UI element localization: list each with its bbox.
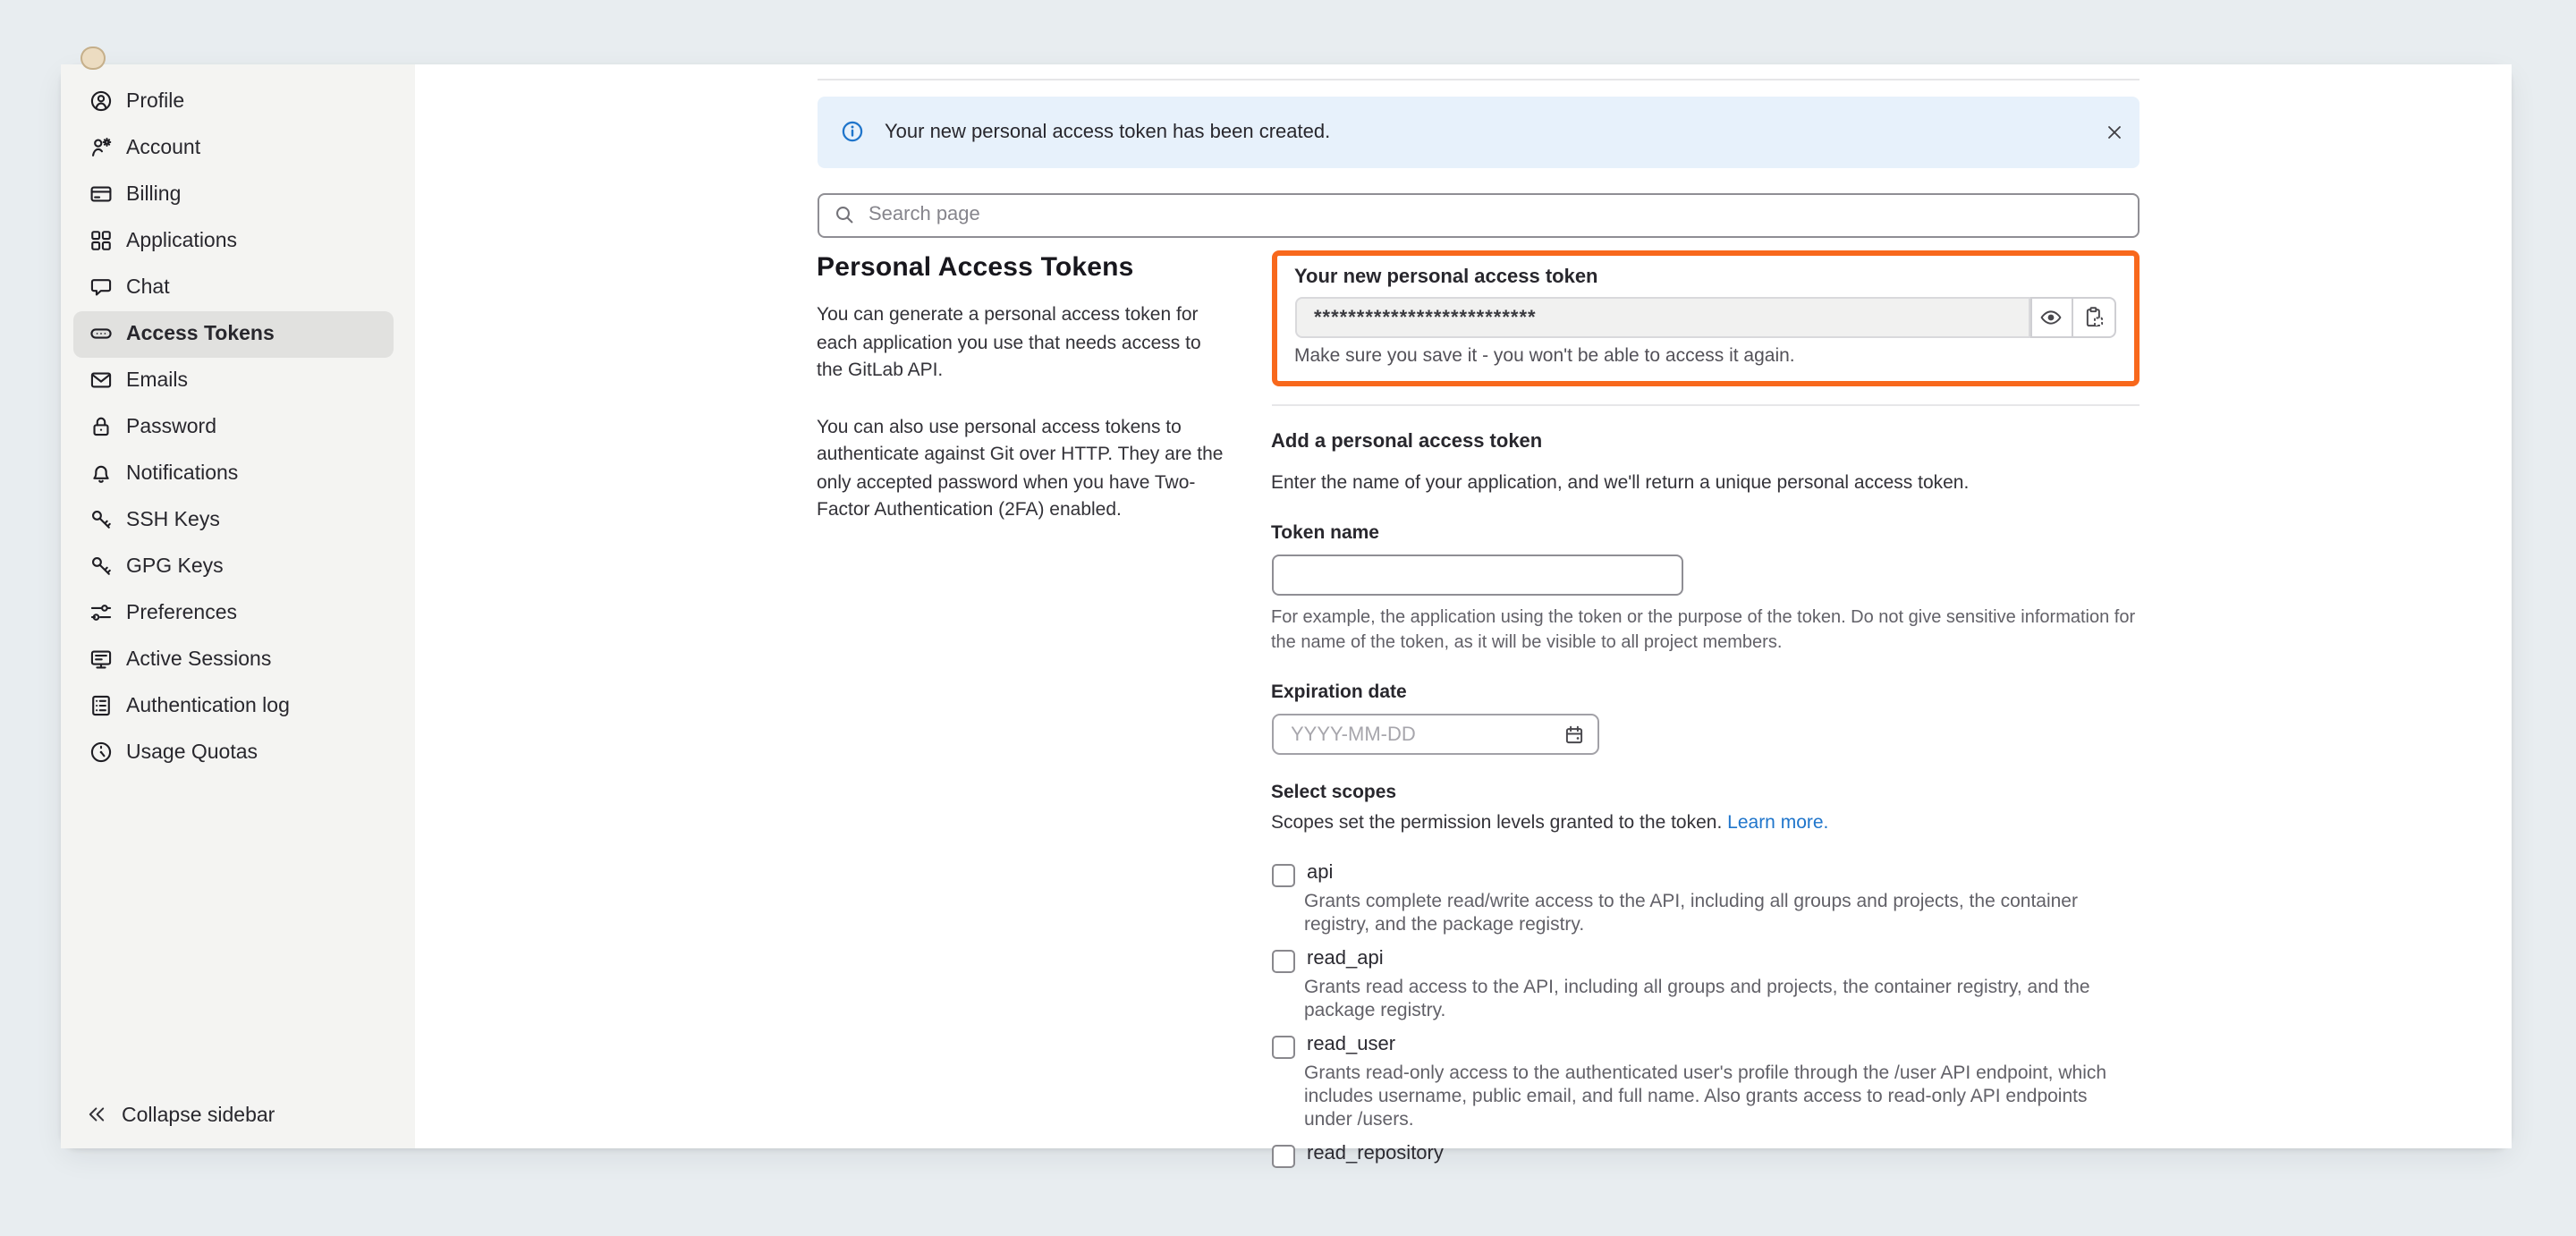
select-scopes-label: Select scopes [1271,782,1397,803]
form-column [1271,250,2139,1167]
close-icon [2103,121,2124,142]
key-icon [89,508,112,531]
scope-checkbox-read_api[interactable] [1271,949,1294,972]
sidebar-item-label: Access Tokens [126,323,275,344]
scope-item-read_api [1271,947,2139,1023]
expiration-date-field [1271,714,1598,755]
top-divider [817,78,2139,80]
scope-description: Grants complete read/write access to the API, including all groups and projects, the container registry, and the package registry. [1304,891,2078,935]
expiration-date-label: Expiration date [1271,681,1407,703]
profile-icon [89,89,112,113]
sidebar-item-billing[interactable] [72,171,394,217]
settings-card [61,63,2511,1164]
sidebar-item-profile[interactable] [72,78,394,124]
search-icon [833,205,854,226]
scope-item-read_repository [1271,1142,2139,1167]
token-created-alert [817,96,2139,167]
sidebar-item-usage-quotas[interactable] [72,729,394,775]
expiration-date-input[interactable] [1287,722,1563,747]
sidebar-item-label: Emails [126,369,189,391]
token-name-input[interactable] [1271,555,1682,596]
sidebar-item-ssh-keys[interactable] [72,496,394,543]
sidebar-item-emails[interactable] [72,357,394,403]
monitor-icon [89,648,112,671]
key-icon [89,555,112,578]
bell-icon [89,461,112,485]
sidebar-item-label: Profile [126,90,185,112]
sidebar-item-chat[interactable] [72,264,394,310]
scope-name[interactable]: read_user [1307,1033,1396,1054]
new-token-box [1271,250,2139,386]
sidebar-item-authentication-log[interactable] [72,682,394,729]
grid-icon [89,229,112,252]
sidebar-item-label: GPG Keys [126,555,224,577]
main-content [414,63,2511,1164]
intro-column [817,250,1230,1167]
scope-checkbox-api[interactable] [1271,863,1294,886]
info-icon [840,120,863,143]
gauge-icon [89,741,112,764]
new-token-value-field[interactable]: ************************** [1294,297,2029,338]
avatar [80,46,105,70]
sliders-icon [89,601,112,624]
scope-name[interactable]: read_repository [1307,1142,1444,1164]
sidebar-item-notifications[interactable] [72,450,394,496]
collapse-sidebar-label: Collapse sidebar [122,1105,275,1127]
sidebar-item-label: Notifications [126,462,239,484]
sidebar-nav [61,63,414,775]
alert-close-button[interactable] [2099,117,2128,146]
sidebar-item-applications[interactable] [72,217,394,264]
scopes-list [1271,861,2139,1167]
scope-item-api [1271,861,2139,937]
token-name-help: For example, the application using the token or the purpose of the token. Do not give sensitive information for the name of the token, as it will be visible to all project members. [1271,608,2136,652]
sidebar-item-label: Password [126,416,216,437]
scope-name[interactable]: api [1307,861,1334,883]
alert-message: Your new personal access token has been created. [885,121,1331,142]
scope-description: Grants read-only access to the authenticated user's profile through the /user API endpoint, which includes username, public email, and full name. Also grants access to read-only API endpoints under /users. [1304,1062,2107,1130]
account-gear-icon [89,136,112,159]
sidebar-item-label: Authentication log [126,695,290,716]
scope-checkbox-read_repository[interactable] [1271,1144,1294,1167]
sidebar-item-label: Billing [126,183,182,205]
scope-checkbox-read_user[interactable] [1271,1035,1294,1058]
copy-to-clipboard-icon [2082,306,2106,329]
sidebar-item-label: Usage Quotas [126,741,258,763]
token-name-label: Token name [1271,522,1379,544]
chat-bubble-icon [89,275,112,299]
log-icon [89,694,112,717]
envelope-icon [89,368,112,392]
calendar-icon[interactable] [1563,724,1584,745]
scopes-description [1271,812,2139,836]
copy-token-button[interactable] [2072,297,2115,338]
sidebar-item-password[interactable] [72,403,394,450]
reveal-token-button[interactable] [2029,297,2073,338]
lock-icon [89,415,112,438]
page-search [817,192,2139,238]
add-token-title: Add a personal access token [1271,431,1543,453]
settings-sidebar [61,63,416,1147]
scope-name[interactable]: read_api [1307,947,1384,969]
scopes-description-text: Scopes set the permission levels granted to the token. [1271,812,1723,834]
page-title: Personal Access Tokens [817,252,1134,283]
sidebar-item-label: SSH Keys [126,509,220,530]
sidebar-item-label: Chat [126,276,170,298]
sidebar-item-active-sessions[interactable] [72,636,394,682]
new-token-title: Your new personal access token [1294,267,1598,288]
sidebar-item-preferences[interactable] [72,589,394,636]
sidebar-item-label: Applications [126,230,238,251]
token-pill-icon [89,322,112,345]
scope-item-read_user [1271,1033,2139,1132]
sidebar-item-gpg-keys[interactable] [72,543,394,589]
scope-description: Grants read access to the API, including all groups and projects, the container registry, and the package registry. [1304,977,2090,1021]
new-token-help: Make sure you save it - you won't be able to access it again. [1294,345,1795,367]
double-chevron-left-icon [86,1103,107,1130]
eye-icon [2040,306,2063,329]
learn-more-link[interactable]: Learn more. [1727,812,1829,834]
intro-paragraph: You can generate a personal access token for each application you use that needs access to the GitLab API. [817,304,1201,381]
sidebar-item-account[interactable] [72,124,394,171]
credit-card-icon [89,182,112,206]
search-input[interactable] [865,203,2123,228]
sidebar-item-label: Active Sessions [126,648,272,670]
sidebar-item-label: Preferences [126,602,238,623]
sidebar-item-label: Account [126,137,201,158]
section-divider [1271,404,2139,406]
collapse-sidebar-button[interactable] [86,1103,275,1130]
add-token-description: Enter the name of your application, and we'll return a unique personal access token. [1271,472,1970,494]
sidebar-item-access-tokens[interactable] [72,310,394,357]
intro-paragraph: You can also use personal access tokens to authenticate against Git over HTTP. They are the only accepted password when you have Two-Factor Authentication (2FA) enabled. [817,416,1224,521]
